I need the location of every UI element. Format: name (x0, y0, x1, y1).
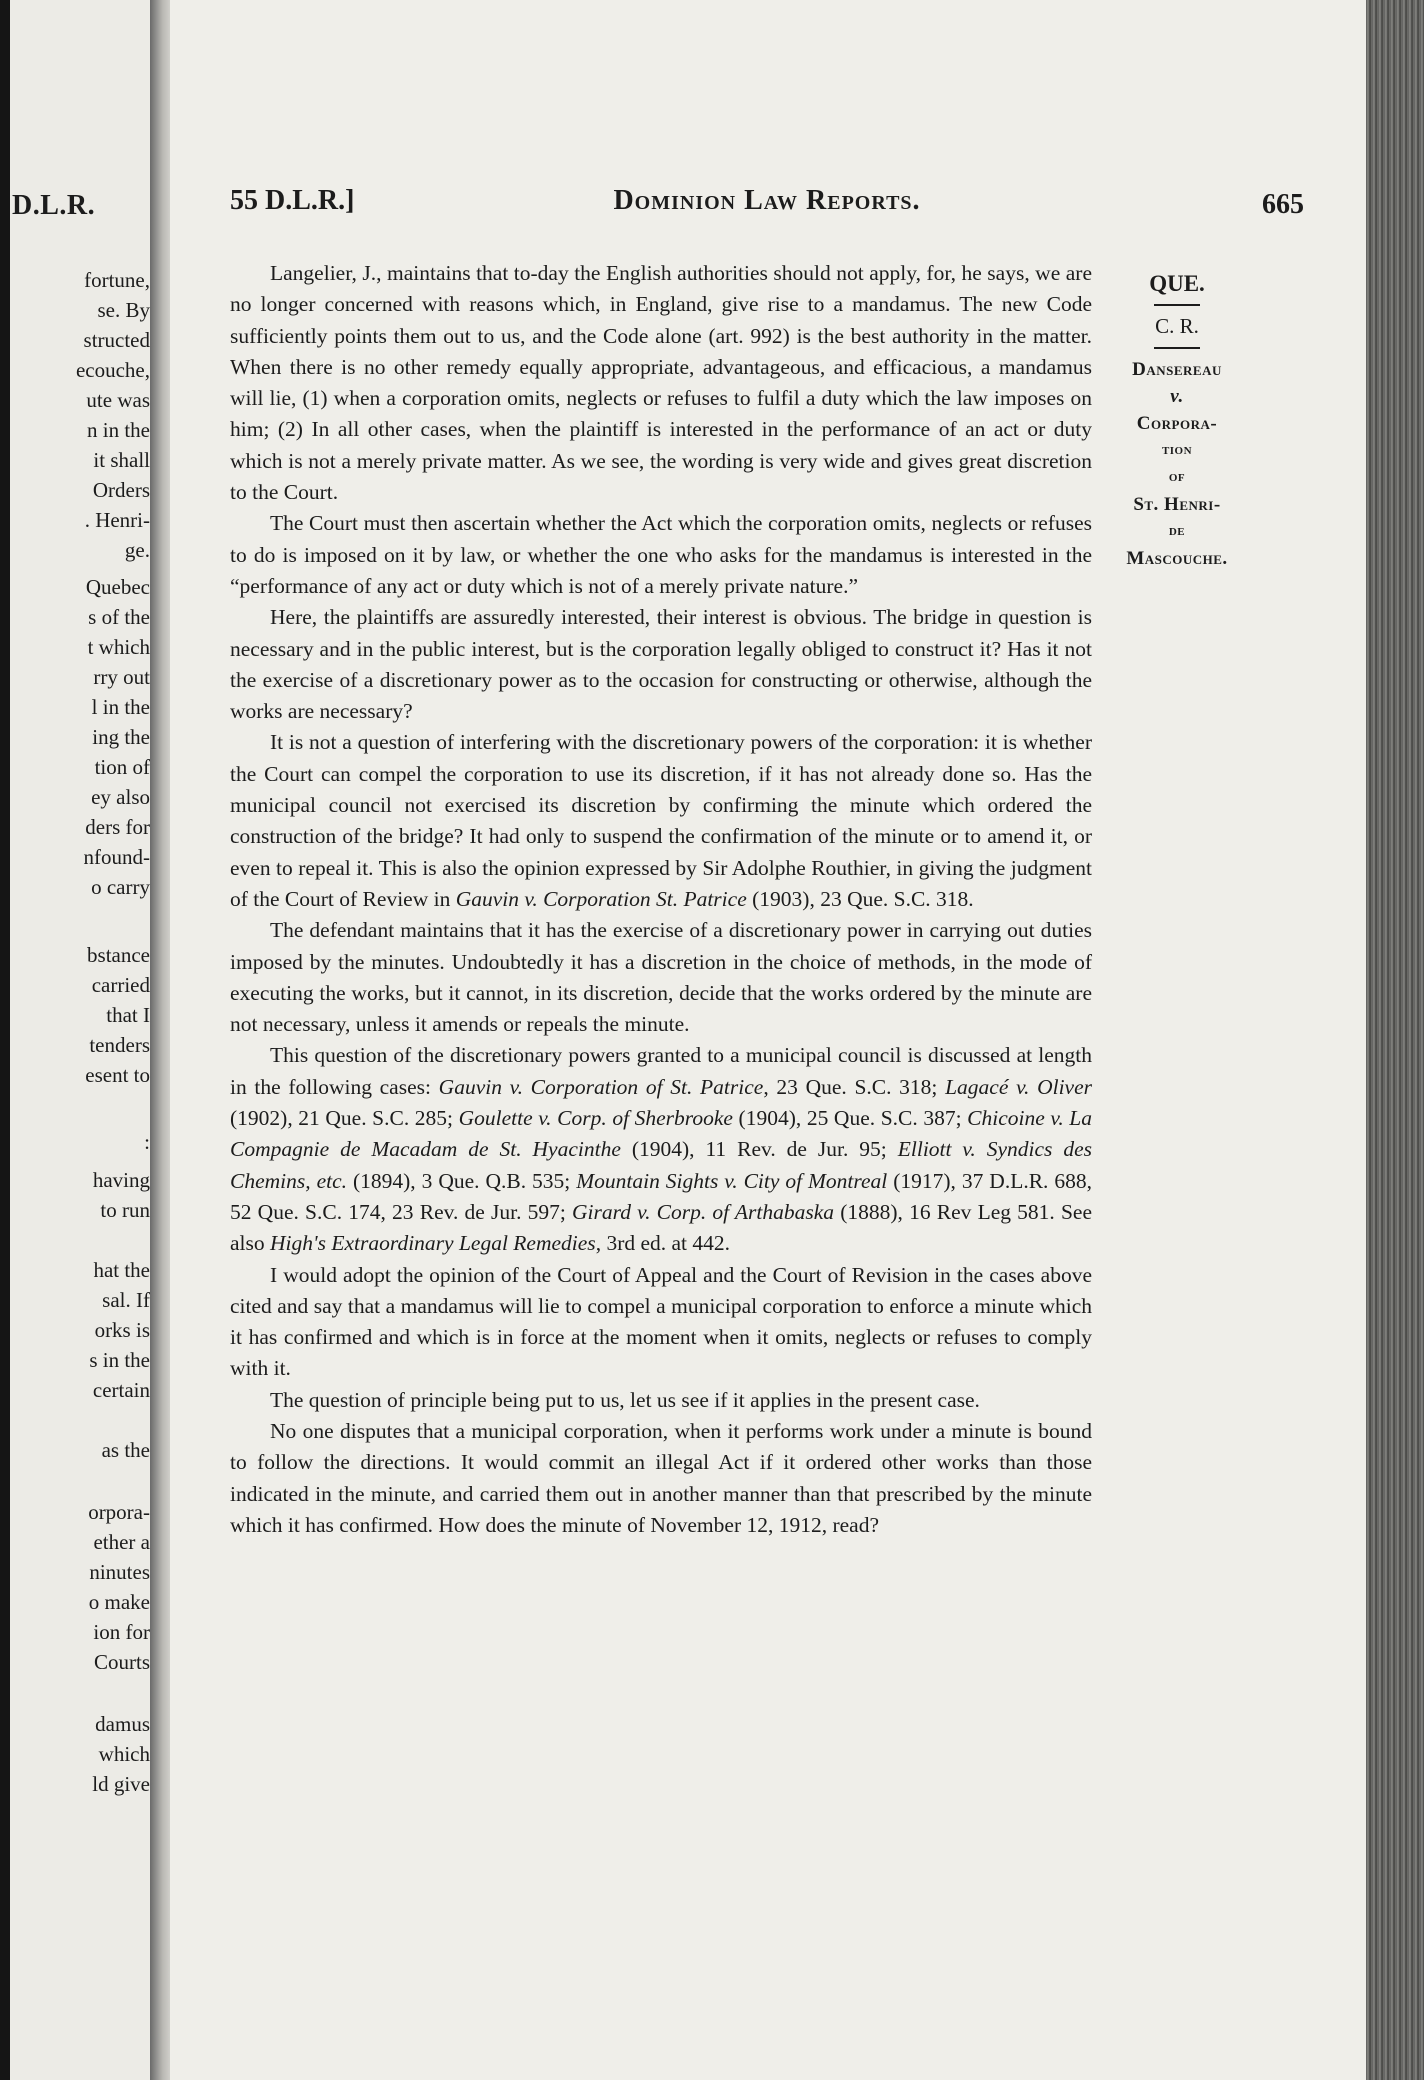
previous-page-line: tion of (94, 755, 150, 779)
case-title-line: of (1168, 469, 1186, 485)
previous-page-line: carried (91, 973, 150, 997)
divider (1154, 347, 1200, 349)
case-reference: , 23 Que. S.C. 318; (763, 1074, 946, 1099)
case-name: Girard v. Corp. of Arthabaska (572, 1199, 835, 1224)
previous-page-line: o carry (91, 875, 150, 899)
previous-page-line: structed (83, 328, 150, 352)
previous-page-line: ge. (124, 538, 150, 562)
volume-label: 55 D.L.R.] (230, 185, 355, 216)
previous-page-line: esent to (85, 1063, 150, 1087)
previous-page-line: rry out (93, 665, 150, 689)
case-reference: (1904), 25 Que. S.C. 387; (732, 1106, 968, 1131)
previous-page-line: having (92, 1168, 150, 1192)
previous-page-line: n in the (87, 418, 150, 442)
case-title-line: de (1168, 523, 1186, 539)
previous-page-line: s of the (88, 605, 150, 629)
previous-page-line: it shall (93, 448, 150, 472)
previous-page-line: s in the (89, 1348, 150, 1372)
page-number: 665 (1262, 189, 1304, 220)
paragraph: The question of principle being put to us, let us see if it applies in the present case. (270, 1387, 980, 1412)
previous-page-line: ing the (92, 725, 150, 749)
previous-page-line: Quebec (85, 575, 150, 599)
previous-page-fragment (10, 0, 160, 2080)
scan-edge-left (0, 0, 10, 2080)
paragraph: The Court must then ascertain whether the Act which the corporation omits, neglects or refuses to do is imposed on it by law, or whether the one who asks for the mandamus is interested in the “performance of any act or duty which is not of a merely private nature.” (230, 511, 1092, 598)
paragraph (230, 727, 1092, 915)
case-name: High's Extraordinary Legal Remedies (270, 1231, 596, 1256)
previous-page-line: orpora- (88, 1500, 150, 1524)
previous-page-line: ld give (92, 1772, 150, 1796)
reporter-title: Dominion Law Reports. (613, 185, 921, 216)
previous-page-header: D.L.R. (12, 190, 96, 221)
previous-page-line: ders for (85, 815, 150, 839)
paragraph: I would adopt the opinion of the Court of Appeal and the Court of Revision in the cases above cited and say that a mandamus will lie to compel a municipal corporation to enforce a minute which it has confirmed and which is in force at the moment when it omits, neglects or refuses to comply with it. (230, 1262, 1092, 1381)
case-name: Gauvin v. Corporation of St. Patrice (438, 1074, 764, 1099)
paragraph: Here, the plaintiffs are assuredly interested, their interest is obvious. The bridge in question is necessary and in the public interest, but is the corporation legally obliged to construct it? Has it not the exercise of a discretionary power as to the occasion for constructing or otherwise, although the works are necessary? (230, 605, 1092, 724)
case-list (230, 1075, 1092, 1255)
previous-page-line: . Henri- (84, 508, 150, 532)
previous-page-line: orks is (94, 1318, 150, 1342)
report-page (170, 0, 1366, 2080)
judgment-text (230, 258, 1092, 1541)
case-title-line: Dansereau (1132, 359, 1222, 380)
paragraph: Langelier, J., maintains that to-day the English authorities should not apply, for, he says, we are no longer concerned with reasons which, in England, give rise to a mandamus. The new Code sufficiently points them out to us, and the Code alone (art. 992) is the best authority in the matter. When there is no other remedy equally appropriate, advantageous, and efficacious, a mandamus will lie, (1) when a corporation omits, neglects or refuses to fulfil a duty which the law imposes on him; (2) In all other cases, when the plaintiff is interested in the performance of an act or duty which is not a merely private matter. As we see, the wording is very wide and gives great discretion to the Court. (230, 261, 1092, 505)
paragraph (230, 1040, 1092, 1259)
previous-page-line: nfound- (83, 845, 150, 869)
previous-page-line: : (144, 1130, 150, 1154)
previous-page-line: that I (106, 1003, 150, 1027)
case-name: Goulette v. Corp. of Sherbrooke (458, 1106, 733, 1131)
previous-page-line: l in the (91, 695, 150, 719)
paragraph: No one disputes that a municipal corporation, when it performs work under a minute is bound to follow the directions. It would commit an illegal Act if it ordered other works than those indicated in the minute, and carried them out in another manner than that prescribed by the minute which it has confirmed. How does the minute of November 12, 1912, read? (230, 1418, 1092, 1537)
case-name: Gauvin v. Corporation St. Patrice (455, 886, 747, 911)
previous-page-line: ute was (86, 388, 150, 412)
previous-page-line: ninutes (89, 1560, 150, 1584)
case-reference: (1903), 23 Que. S.C. 318. (746, 886, 974, 911)
previous-page-line: ey also (91, 785, 150, 809)
previous-page-line: ion for (93, 1620, 150, 1644)
paragraph-text: This question of the discretionary powers granted to a municipal council is discussed at length in the following cases: (230, 1043, 1092, 1099)
court-label: C. R. (1155, 314, 1199, 338)
previous-page-line: certain (92, 1378, 150, 1402)
previous-page-line: Courts (93, 1650, 150, 1674)
previous-page-line: damus (95, 1712, 150, 1736)
divider (1154, 304, 1200, 306)
previous-page-line: which (98, 1742, 150, 1766)
previous-page-line: sal. If (102, 1288, 150, 1312)
previous-page-line: as the (101, 1438, 150, 1462)
paragraph-text: It is not a question of interfering with the discretionary powers of the corporation: it is whether the Court can compel the corporation to use its discretion, if it has not already done so. Has the municipal council not exercised its discretion by confirming the minute which ordered the construction of the bridge? It had only to suspend the confirmation of the minute or to amend it, or even to repeal it. This is also the opinion expressed by Sir Adolphe Routhier, in giving the judgment of the Court of Review in (230, 730, 1092, 911)
case-title-line: Mascouche. (1126, 548, 1228, 569)
case-name: Elliott v. Syndics des Chemins, etc. (230, 1137, 1092, 1193)
previous-page-line: ecouche, (75, 358, 150, 382)
case-title-line: St. Henri- (1133, 494, 1221, 515)
previous-page-line: ether a (93, 1530, 150, 1554)
previous-page-line: t which (87, 635, 150, 659)
previous-page-line: bstance (87, 943, 150, 967)
case-reference: (1904), 11 Rev. de Jur. 95; (620, 1137, 898, 1162)
case-name: Chicoine v. La Compagnie de Macadam de St. Hyacinthe (230, 1106, 1092, 1162)
case-reference: , 3rd ed. at 442. (595, 1231, 731, 1256)
case-reference: (1917), 37 D.L.R. 688, 52 Que. S.C. 174, 23 Rev. de Jur. 597; (230, 1168, 1093, 1224)
case-reference: (1894), 3 Que. Q.B. 535; (347, 1168, 577, 1193)
previous-page-line: se. By (97, 298, 150, 322)
margin-note (1102, 270, 1252, 572)
previous-page-line: hat the (93, 1258, 150, 1282)
case-title-line: Corpora- (1136, 413, 1218, 434)
paragraph: The defendant maintains that it has the exercise of a discretionary power in carrying out duties imposed by the minutes. Undoubtedly it has a discretion in the choice of methods, in the mode of executing the works, but it cannot, in its discretion, decide that the works ordered by the minute are not necessary, unless it amends or repeals the minute. (230, 918, 1092, 1037)
case-title-line: tion (1161, 442, 1193, 458)
running-head (230, 185, 1304, 225)
previous-page-line: fortune, (84, 268, 150, 292)
case-name: Lagacé v. Oliver (945, 1074, 1092, 1099)
previous-page-line: to run (100, 1198, 150, 1222)
case-name: Mountain Sights v. City of Montreal (576, 1168, 888, 1193)
previous-page-line: Orders (92, 478, 150, 502)
case-reference: (1888), 16 Rev Leg 581. See also (230, 1199, 1093, 1256)
case-reference: (1902), 21 Que. S.C. 285; (230, 1106, 459, 1131)
previous-page-line: o make (88, 1590, 150, 1614)
jurisdiction-label: QUE. (1149, 271, 1205, 296)
previous-page-line: tenders (89, 1033, 150, 1057)
case-title-line: v. (1170, 386, 1184, 407)
page-fore-edge (1366, 0, 1424, 2080)
case-title (1102, 356, 1252, 572)
